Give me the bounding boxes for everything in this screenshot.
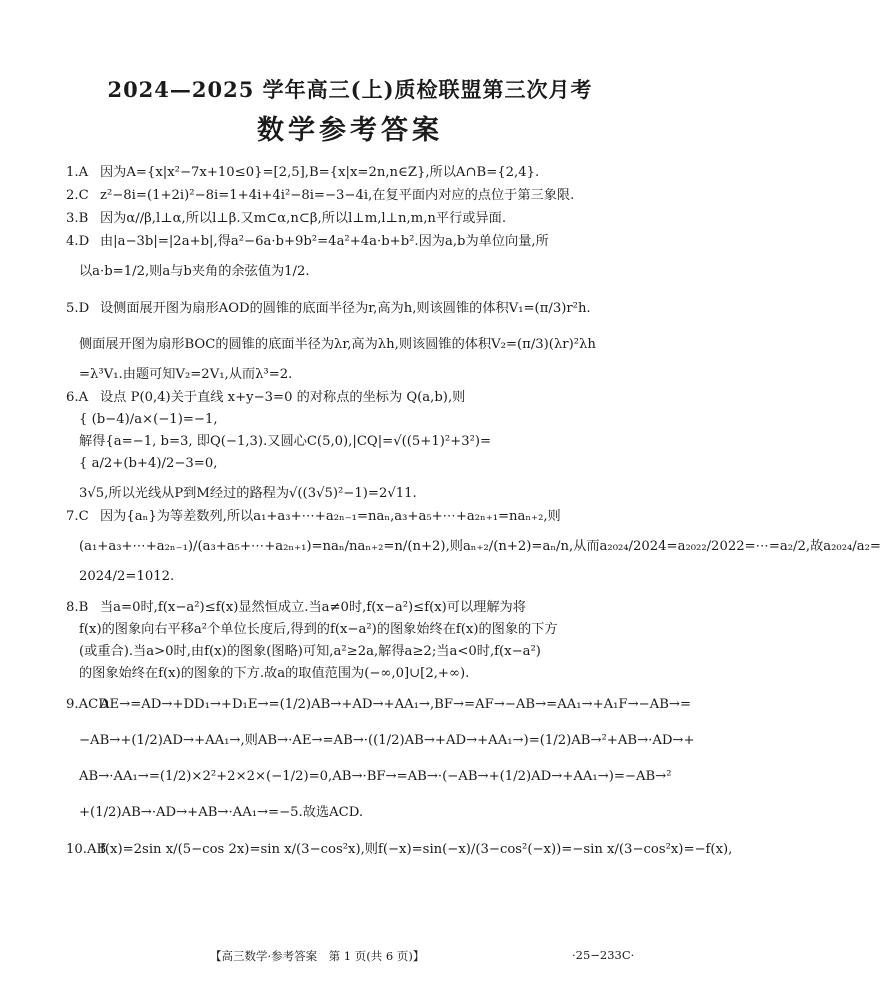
- answer-text: 因为{aₙ}为等差数列,所以a₁+a₃+⋯+a₂ₙ₋₁=naₙ,a₃+a₅+⋯+a₂ₙ₊₁=naₙ₊₂,则: [100, 509, 561, 524]
- answer-text: 当a=0时,f(x−a²)≤f(x)显然恒成立.当a≠0时,f(x−a²)≤f(x)可以理解为将: [100, 600, 526, 615]
- answer-text: 侧面展开图为扇形BOC的圆锥的底面半径为λr,高为λh,则该圆锥的体积V₂=(π/3)(λr)²λh: [79, 337, 596, 352]
- answer-text: { a/2+(b+4)/2−3=0,: [79, 456, 218, 471]
- answer-text: 设侧面展开图为扇形AOD的圆锥的底面半径为r,高为h,则该圆锥的体积V₁=(π/3)r²h.: [100, 301, 591, 316]
- answer-number: 6.A: [66, 390, 89, 405]
- page-title: 数学参考答案: [257, 115, 443, 146]
- answer-item: [66, 298, 652, 320]
- answer-text: 解得{a=−1, b=3, 即Q(−1,3).又圆心C(5,0),|CQ|=√((5+1)²+3²)=: [79, 434, 492, 449]
- answer-item: [66, 231, 652, 253]
- answer-text: f(x)=2sin x/(5−cos 2x)=sin x/(3−cos²x),则f(−x)=sin(−x)/(3−cos²(−x))=−sin x/(3−cos²x)=−f(x),: [100, 842, 733, 857]
- answer-text: f(x)的图象向右平移a²个单位长度后,得到的f(x−a²)的图象始终在f(x)的图象的下方: [79, 622, 558, 637]
- answer-text: AE→=AD→+DD₁→+D₁E→=(1/2)AB→+AD→+AA₁→,BF→=AF→−AB→=AA₁→+A₁F→−AB→=: [100, 697, 691, 712]
- answer-number: 8.B: [66, 600, 89, 615]
- answer-text: 因为A={x|x²−7x+10≤0}=[2,5],B={x|x=2n,n∈Z},所以A∩B={2,4}.: [100, 165, 540, 180]
- answer-number: 5.D: [66, 301, 90, 316]
- footer-page-info: 【高三数学·参考答案 第 1 页(共 6 页)】: [210, 949, 425, 963]
- answer-item: [66, 597, 652, 619]
- exam-title: 2024—2025 学年高三(上)质检联盟第三次月考: [107, 77, 593, 102]
- answer-text: 因为α//β,l⊥α,所以l⊥β.又m⊂α,n⊂β,所以l⊥m,l⊥n,m,n平行或异面.: [100, 211, 507, 226]
- answer-text: +(1/2)AB→·AD→+AB→·AA₁→=−5.故选ACD.: [79, 805, 364, 820]
- answer-text: 2024/2=1012.: [79, 569, 175, 584]
- footer-code: ·25−233C·: [572, 948, 635, 962]
- answer-number: 7.C: [66, 509, 89, 524]
- answer-number: 9.ACD: [66, 697, 109, 712]
- answer-item: [66, 387, 652, 409]
- answer-number: 4.D: [66, 234, 90, 249]
- answer-text: −AB→+(1/2)AD→+AA₁→,则AB→·AE→=AB→·((1/2)AB→+AD→+AA₁→)=(1/2)AB→²+AB→·AD→+: [79, 733, 695, 748]
- answer-text: 以a·b=1/2,则a与b夹角的余弦值为1/2.: [79, 264, 310, 279]
- answer-text: 3√5,所以光线从P到M经过的路程为√((3√5)²−1)=2√11.: [79, 486, 417, 501]
- answer-number: 3.B: [66, 211, 89, 226]
- answer-item: [66, 185, 652, 207]
- answer-text: 的图象始终在f(x)的图象的下方.故a的取值范围为(−∞,0]∪[2,+∞).: [79, 666, 470, 681]
- answer-text: 设点 P(0,4)关于直线 x+y−3=0 的对称点的坐标为 Q(a,b),则: [100, 390, 466, 405]
- answer-item: [66, 506, 652, 528]
- answer-text: 由|a−3b|=|2a+b|,得a²−6a·b+9b²=4a²+4a·b+b².因为a,b为单位向量,所: [100, 234, 549, 249]
- answer-item: [66, 839, 733, 861]
- answer-text: =λ³V₁.由题可知V₂=2V₁,从而λ³=2.: [79, 367, 293, 382]
- answer-text: { (b−4)/a×(−1)=−1,: [79, 412, 218, 427]
- answer-number: 2.C: [66, 188, 89, 203]
- answer-text: AB→·AA₁→=(1/2)×2²+2×2×(−1/2)=0,AB→·BF→=AB→·(−AB→+(1/2)AD→+AA₁→)=−AB→²: [79, 769, 672, 784]
- answer-text: z²−8i=(1+2i)²−8i=1+4i+4i²−8i=−3−4i,在复平面内对应的点位于第三象限.: [100, 188, 575, 203]
- answer-text: (或重合).当a>0时,由f(x)的图象(图略)可知,a²≥2a,解得a≥2;当a<0时,f(x−a²): [79, 644, 541, 659]
- answer-number: 1.A: [66, 165, 89, 180]
- answer-list: [66, 161, 881, 861]
- answer-number: 10.AB: [66, 842, 107, 857]
- answer-text: (a₁+a₃+⋯+a₂ₙ₋₁)/(a₃+a₅+⋯+a₂ₙ₊₁)=naₙ/naₙ₊₂=n/(n+2),则aₙ₊₂/(n+2)=aₙ/n,从而a₂₀₂₄/2024=a₂₀₂₂/2022=⋯=a₂/2,故a₂₀₂₄/a₂=: [79, 539, 881, 554]
- answer-item: [66, 208, 652, 230]
- answer-item: [66, 162, 652, 184]
- answer-item: [66, 694, 691, 716]
